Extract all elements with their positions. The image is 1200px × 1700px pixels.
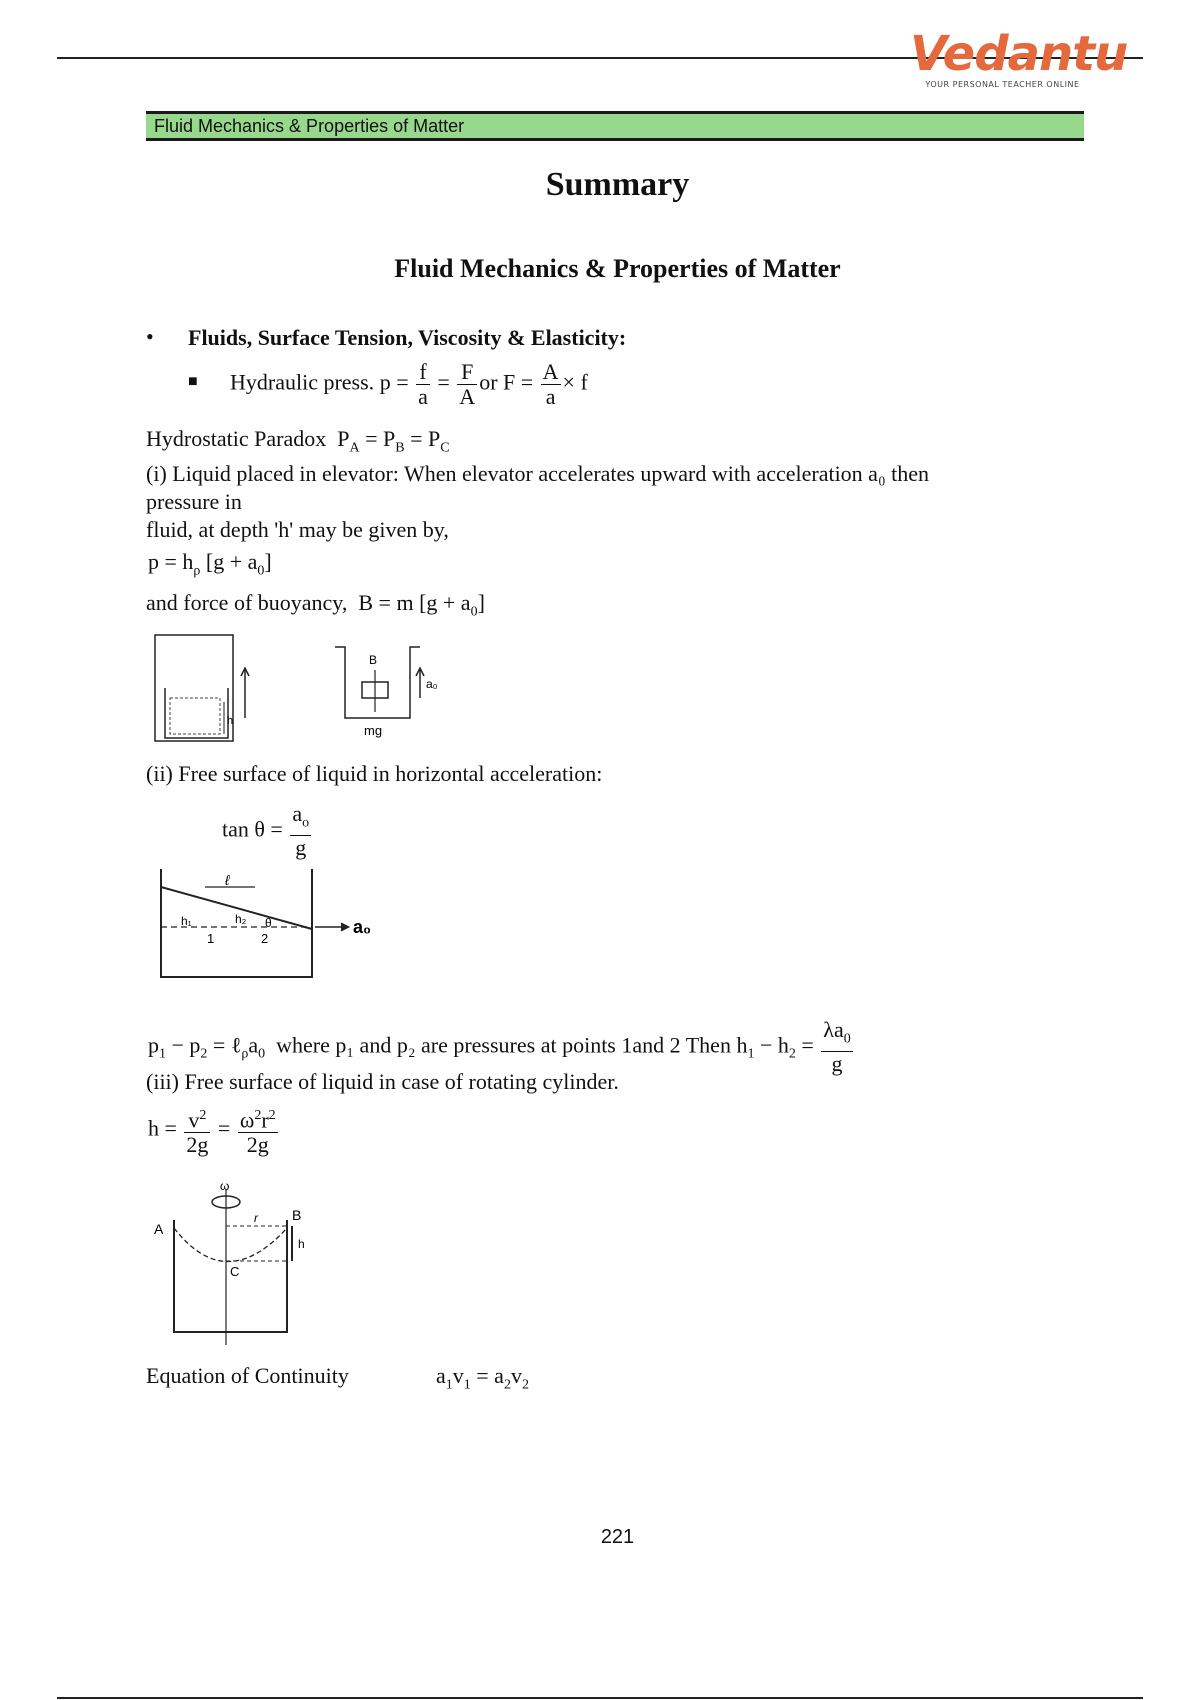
- page-title: Summary: [545, 166, 690, 203]
- fraction-omega2r2-2g: $\frac{\omega^2r^2}{2g}$: [238, 1104, 278, 1157]
- rotating-cylinder-heading: (iii) Free surface of liquid in case of rotating cylinder.: [146, 1069, 619, 1094]
- section-heading: Fluids, Surface Tension, Viscosity & Elasticity:: [188, 325, 627, 350]
- hydraulic-label: Hydraulic press.: [230, 369, 375, 395]
- continuity-label: Equation of Continuity: [146, 1363, 349, 1388]
- arrow-head-icon: [341, 923, 349, 931]
- bullet-dot: •: [146, 324, 154, 349]
- elevator-buoyancy-figure: [150, 630, 470, 745]
- height-label: h: [298, 1237, 305, 1251]
- point-1-label: 1: [207, 931, 215, 946]
- pressure-difference-line: $p_1 - p_2$ = $\ell_\rho a_0$ where p₁ and p₂ are pressures at points 1and 2 Then $h_1 - h_2$ = $\frac{\lambda a_0}{g}$: [148, 1017, 851, 1077]
- h1-label: h₁: [181, 914, 192, 928]
- pressure-diff-text: where p₁ and p₂ are pressures at points 1and 2 Then: [276, 1032, 731, 1058]
- bottom-rule: [57, 1697, 1143, 1699]
- fraction-lambda-a0-g: $\frac{\lambda a_0}{g}$: [823, 1017, 851, 1077]
- length-label: ℓ: [225, 872, 230, 888]
- weight-label: mg: [364, 723, 383, 738]
- point-c-label: C: [230, 1264, 240, 1279]
- radius-label: r: [254, 1211, 258, 1225]
- logo-wordmark: Vedantu: [910, 26, 1128, 82]
- chapter-banner: Fluid Mechanics & Properties of Matter: [146, 111, 1084, 141]
- tan-theta-formula: tan θ = $\frac{a_o}{g}$: [222, 801, 310, 861]
- fraction-a0-g: $\frac{a_o}{g}$: [292, 801, 310, 861]
- omega-label: ω: [220, 1179, 230, 1193]
- point-2-label: 2: [261, 931, 269, 946]
- liquid-container: [165, 688, 228, 738]
- hydrostatic-paradox-line: Hydrostatic Paradox $P_A = P_B = P_C$: [146, 426, 450, 456]
- buoyancy-force-label: B: [369, 653, 378, 667]
- horizontal-accel-figure: [155, 865, 395, 980]
- rotating-cylinder-figure: [152, 1180, 322, 1350]
- elevator-box: [155, 635, 233, 741]
- hydrostatic-label: Hydrostatic Paradox: [146, 426, 327, 451]
- logo-tagline: YOUR PERSONAL TEACHER ONLINE: [925, 80, 1080, 89]
- vedantu-logo: [910, 26, 1128, 98]
- hydraulic-press-line: Hydraulic press. p = $\frac{f}{a}$ = $\frac{F}{A}$ or F = $\frac{A}{a}$ × f: [230, 359, 588, 409]
- theta-label: θ: [265, 916, 272, 930]
- elevator-text-2: pressure in: [146, 489, 242, 514]
- liquid-region: [170, 698, 220, 734]
- pressure-formula: $p = h_\rho$ $[g + a_0]$: [148, 549, 272, 579]
- h2-label: h₂: [235, 912, 247, 926]
- fraction-f-a: $\frac{f}{a}$: [418, 359, 428, 409]
- rotating-height-formula: h = $\frac{v^2}{2g}$ = $\frac{\omega^2r^2}{2g}$: [148, 1104, 280, 1157]
- elevator-text-1: (i) Liquid placed in elevator: When elevator accelerates upward with acceleration a₀ then: [146, 461, 929, 486]
- continuity-formula: $a_1v_1 = a_2v_2$: [436, 1363, 529, 1393]
- paraboloid-surface: [174, 1228, 287, 1262]
- page-subtitle: Fluid Mechanics & Properties of Matter: [394, 254, 841, 283]
- fraction-F-A: $\frac{F}{A}$: [459, 359, 476, 409]
- fraction-A-a: $\frac{A}{a}$: [542, 359, 559, 409]
- container-accel-label: a₀: [426, 677, 438, 691]
- page-number: 221: [600, 1526, 635, 1548]
- horizontal-accel-heading: (ii) Free surface of liquid in horizontal acceleration:: [146, 761, 603, 786]
- accel-label: a₀: [353, 917, 372, 937]
- elevator-text-3: fluid, at depth 'h' may be given by,: [146, 517, 449, 542]
- point-b-label: B: [292, 1207, 302, 1223]
- fraction-v2-2g: $\frac{v^2}{2g}$: [184, 1104, 210, 1157]
- depth-label: h: [227, 715, 234, 727]
- square-bullet: ■: [188, 373, 198, 390]
- buoyancy-line: and force of buoyancy, B = m $[g + a_0]$: [146, 590, 485, 620]
- point-a-label: A: [154, 1221, 164, 1237]
- buoyancy-label: and force of buoyancy,: [146, 590, 348, 615]
